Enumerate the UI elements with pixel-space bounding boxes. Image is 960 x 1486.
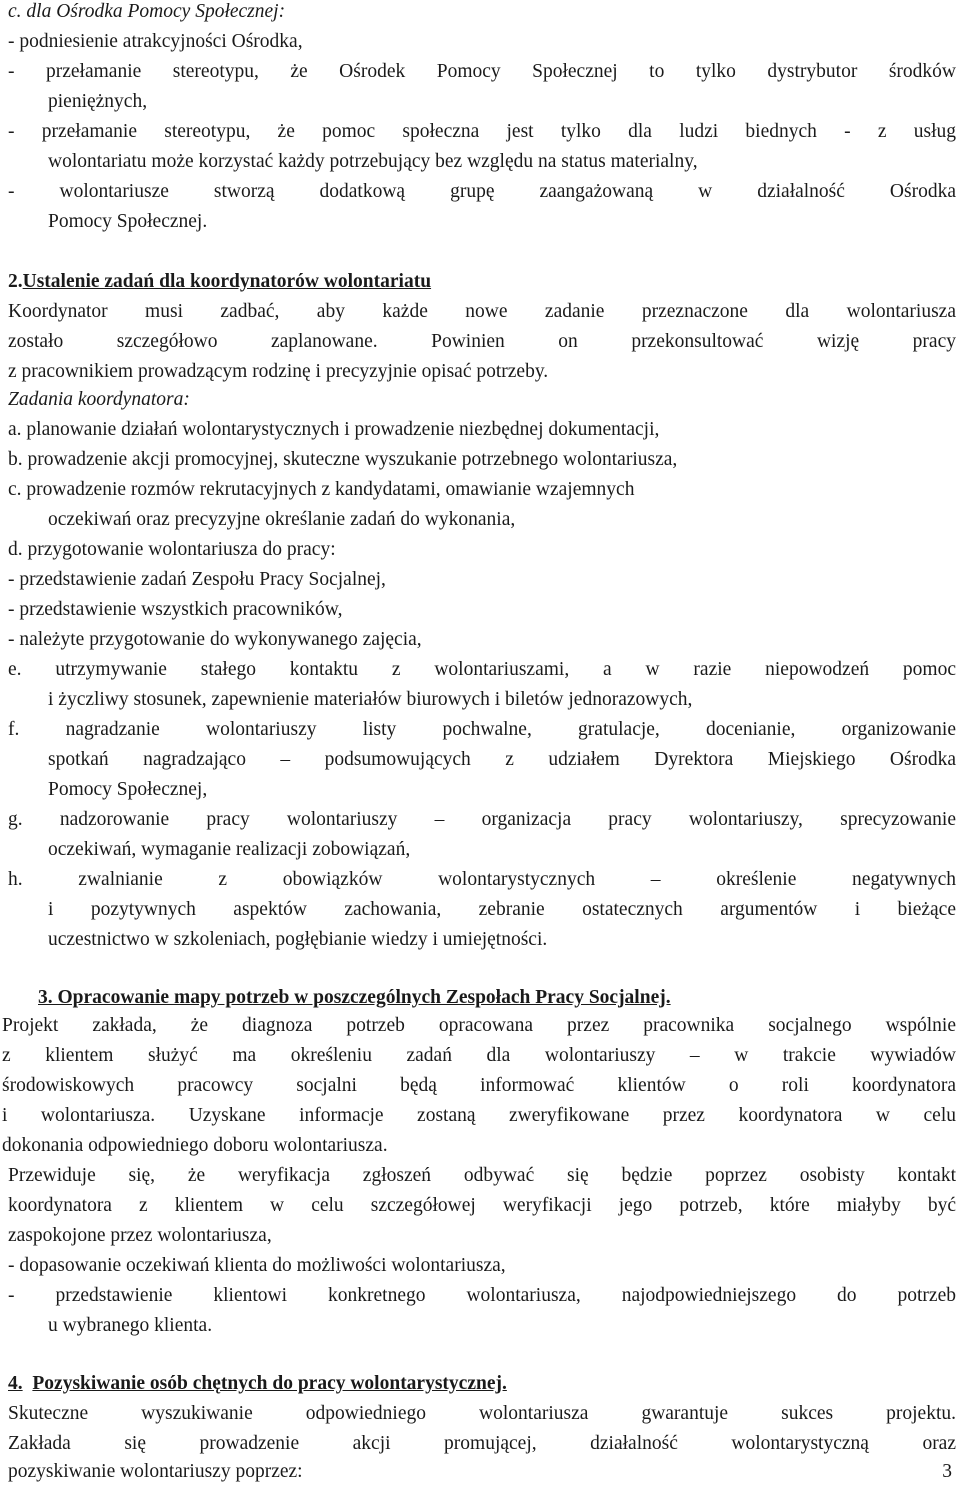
list-item: Pomocy Społecznej, — [48, 779, 208, 800]
list-item: oczekiwań, wymaganie realizacji zobowiązań, — [48, 839, 411, 860]
text-line: Koordynator musi zadbać, aby każde nowe zadanie przeznaczone dla wolontariusza — [8, 301, 956, 322]
section-3-heading: 3. Opracowanie mapy potrzeb w poszczególnych Zespołach Pracy Socjalnej. — [38, 987, 671, 1008]
list-item: c. prowadzenie rozmów rekrutacyjnych z kandydatami, omawianie wzajemnych — [8, 479, 635, 500]
text-line: wolontariatu może korzystać każdy potrzebujący bez względu na status materialny, — [48, 151, 698, 172]
list-item: oczekiwań oraz precyzyjne określanie zadań do wykonania, — [48, 509, 516, 530]
list-item: spotkań nagradzająco – podsumowujących z udziałem Dyrektora Miejskiego Ośrodka — [48, 749, 956, 770]
text-line: z klientem służyć ma określeniu zadań dla wolontariuszy – w trakcie wywiadów — [2, 1045, 956, 1066]
list-item: - przedstawienie wszystkich pracowników, — [8, 599, 343, 620]
list-item: i życzliwy stosunek, zapewnienie materiałów biurowych i biletów jednorazowych, — [48, 689, 693, 710]
text-line: i wolontariusza. Uzyskane informacje zostaną zweryfikowane przez koordynatora w celu — [2, 1105, 956, 1126]
list-item: h. zwalnianie z obowiązków wolontarystycznych – określenie negatywnych — [8, 869, 956, 890]
list-item: - dopasowanie oczekiwań klienta do możliwości wolontariusza, — [8, 1255, 506, 1276]
list-item: i pozytywnych aspektów zachowania, zebranie ostatecznych argumentów i bieżące — [48, 899, 956, 920]
section-4-number: 4. — [8, 1373, 23, 1394]
list-item: uczestnictwo w szkoleniach, pogłębianie wiedzy i umiejętności. — [48, 929, 548, 950]
text-line: środowiskowych pracowcy socjalni będą informować klientów o roli koordynatora — [2, 1075, 956, 1096]
list-item: d. przygotowanie wolontariusza do pracy: — [8, 539, 336, 560]
text-line: pieniężnych, — [48, 91, 148, 112]
text-line: z pracownikiem prowadzącym rodzinę i precyzyjnie opisać potrzeby. — [8, 361, 549, 382]
list-item: - należyte przygotowanie do wykonywanego zajęcia, — [8, 629, 422, 650]
text-line: Zakłada się prowadzenie akcji promującej, działalność wolontarystyczną oraz — [8, 1433, 956, 1454]
text-line: - przełamanie stereotypu, że pomoc społeczna jest tylko dla ludzi biednych - z usług — [8, 121, 956, 142]
section-4-heading — [8, 1374, 507, 1394]
text-line: Przewiduje się, że weryfikacja zgłoszeń odbywać się będzie poprzez osobisty kontakt — [8, 1165, 956, 1186]
list-item: b. prowadzenie akcji promocyjnej, skuteczne wyszukanie potrzebnego wolontariusza, — [8, 449, 678, 470]
text-line: - podniesienie atrakcyjności Ośrodka, — [8, 31, 303, 52]
text-line: dokonania odpowiedniego doboru wolontariusza. — [2, 1135, 388, 1156]
section-2-number: 2. — [8, 271, 23, 292]
list-item: a. planowanie działań wolontarystycznych i prowadzenie niezbędnej dokumentacji, — [8, 419, 660, 440]
page-number: 3 — [942, 1461, 952, 1482]
section-2-heading — [8, 272, 431, 292]
section-4-title: Pozyskiwanie osób chętnych do pracy wolontarystycznej. — [32, 1373, 507, 1394]
text-line: - wolontariusze stworzą dodatkową grupę zaangażowaną w działalność Ośrodka — [8, 181, 956, 202]
list-item: e. utrzymywanie stałego kontaktu z wolontariuszami, a w razie niepowodzeń pomoc — [8, 659, 956, 680]
list-item: g. nadzorowanie pracy wolontariuszy – organizacja pracy wolontariuszy, sprecyzowanie — [8, 809, 956, 830]
list-item: f. nagradzanie wolontariuszy listy pochwalne, gratulacje, docenianie, organizowanie — [8, 719, 956, 740]
text-line: - przełamanie stereotypu, że Ośrodek Pomocy Społecznej to tylko dystrybutor środków — [8, 61, 956, 82]
list-item: - przedstawienie klientowi konkretnego wolontariusza, najodpowiedniejszego do potrzeb — [8, 1285, 956, 1306]
text-line: zaspokojone przez wolontariusza, — [8, 1225, 272, 1246]
text-line: Projekt zakłada, że diagnoza potrzeb opracowana przez pracownika socjalnego wspólnie — [2, 1015, 956, 1036]
section-2-title: Ustalenie zadań dla koordynatorów wolontariatu — [22, 271, 432, 292]
text-line: zostało szczegółowo zaplanowane. Powinien on przekonsultować wizję pracy — [8, 331, 956, 352]
text-line: koordynatora z klientem w celu szczegółowej weryfikacji jego potrzeb, które miałyby być — [8, 1195, 956, 1216]
text-line: Pomocy Społecznej. — [48, 211, 208, 232]
list-item: u wybranego klienta. — [48, 1315, 213, 1336]
text-line: Skuteczne wyszukiwanie odpowiedniego wolontariusza gwarantuje sukces projektu. — [8, 1403, 956, 1424]
text-line: pozyskiwanie wolontariuszy poprzez: — [8, 1461, 303, 1482]
section-c-heading: c. dla Ośrodka Pomocy Społecznej: — [8, 1, 286, 22]
tasks-heading: Zadania koordynatora: — [8, 389, 190, 410]
list-item: - przedstawienie zadań Zespołu Pracy Socjalnej, — [8, 569, 386, 590]
